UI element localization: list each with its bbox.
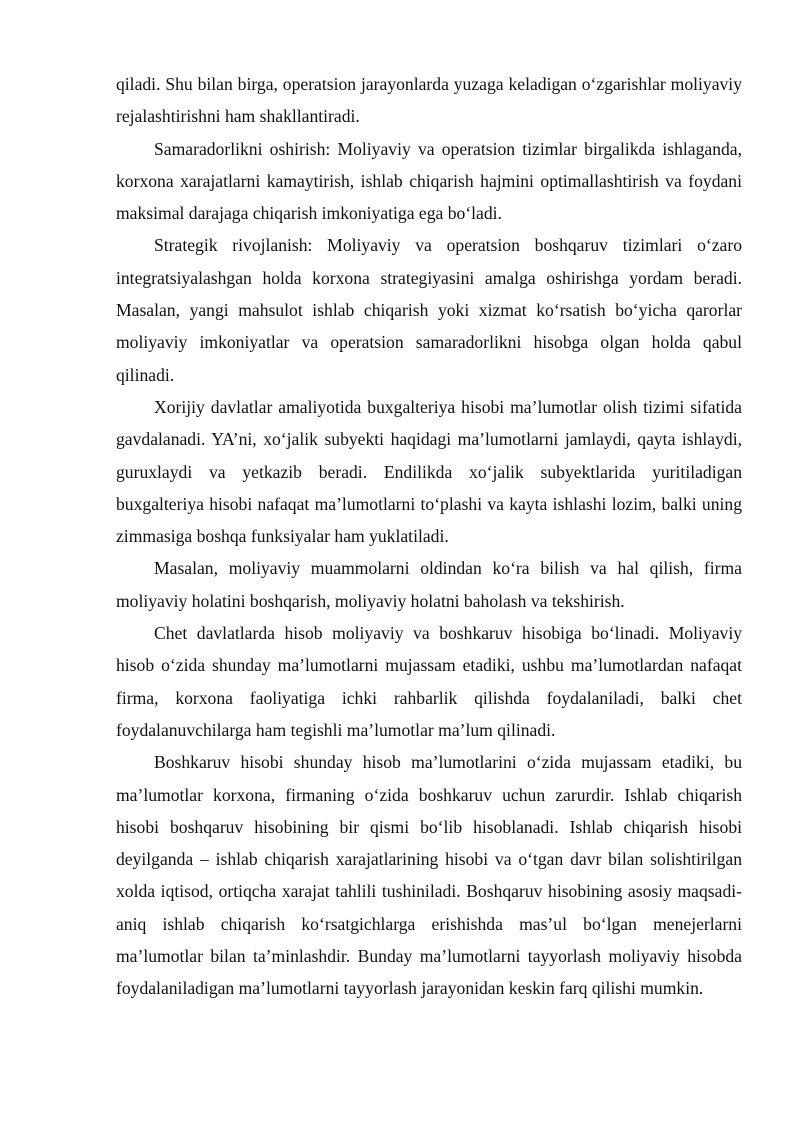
paragraph-management-accounting: Boshkaruv hisobi shunday hisob ma’lumotlarini o‘zida mujassam etadiki, bu ma’lumotlar korxona, firmaning o‘zida boshkaruv uchun zarurdir. Ishlab chiqarish hisobi boshqaruv hisobining bir qismi bo‘lib hisoblanadi. Ishlab chiqarish hisobi deyilganda – ishlab chiqarish xarajatlarining hisobi va o‘tgan davr bilan solishtirilgan xolda iqtisod, ortiqcha xarajat tahlili tushiniladi. Boshqaruv hisobining asosiy maqsadi- aniq ishlab chiqarish ko‘rsatgichlarga erishishda mas’ul bo‘lgan menejerlarni ma’lumotlar bilan ta’minlashdir. Bunday ma’lumotlarni tayyorlash moliyaviy hisobda foydalaniladigan ma’lumotlarni tayyorlash jarayonidan keskin farq qilishi mumkin. (116, 752, 742, 999)
document-page (116, 68, 742, 1005)
paragraph-financial-accounting: Chet davlatlarda hisob moliyaviy va boshkaruv hisobiga bo‘linadi. Moliyaviy hisob o‘zida shunday ma’lumotlarni mujassam etadiki, ushbu ma’lumotlardan nafaqat firma, korxona faoliyatiga ichki rahbarlik qilishda foydalaniladi, balki chet foydalanuvchilarga ham tegishli ma’lumotlar ma’lum qilinadi. (116, 623, 742, 740)
paragraph-strategic-development: Strategik rivojlanish: Moliyaviy va operatsion boshqaruv tizimlari o‘zaro integratsiyalashgan holda korxona strategiyasini amalga oshirishga yordam beradi. Masalan, yangi mahsulot ishlab chiqarish yoki xizmat ko‘rsatish bo‘yicha qarorlar moliyaviy imkoniyatlar va operatsion samaradorlikni hisobga olgan holda qabul qilinadi. (116, 235, 742, 385)
paragraph-continued: qiladi. Shu bilan birga, operatsion jarayonlarda yuzaga keladigan o‘zgarishlar moliyaviy rejalashtirishni ham shakllantiradi. (116, 74, 742, 127)
paragraph-efficiency: Samaradorlikni oshirish: Moliyaviy va operatsion tizimlar birgalikda ishlaganda, korxona xarajatlarni kamaytirish, ishlab chiqarish hajmini optimallashtirish va foydani maksimal darajaga chiqarish imkoniyatiga ega bo‘ladi. (116, 138, 742, 224)
paragraph-foreign-practice: Xorijiy davlatlar amaliyotida buxgalteriya hisobi ma’lumotlar olish tizimi sifatida gavdalanadi. YA’ni, xo‘jalik subyekti haqidagi ma’lumotlarni jamlaydi, qayta ishlaydi, guruxlaydi va yetkazib beradi. Endilikda xo‘jalik subyektlarida yuritiladigan buxgalteriya hisobi nafaqat ma’lumotlarni to‘plashi va kayta ishlashi lozim, balki uning zimmasiga boshqa funksiyalar ham yuklatiladi. (116, 396, 742, 547)
paragraph-example: Masalan, moliyaviy muammolarni oldindan ko‘ra bilish va hal qilish, firma moliyaviy holatini boshqarish, moliyaviy holatni baholash va tekshirish. (116, 558, 742, 611)
